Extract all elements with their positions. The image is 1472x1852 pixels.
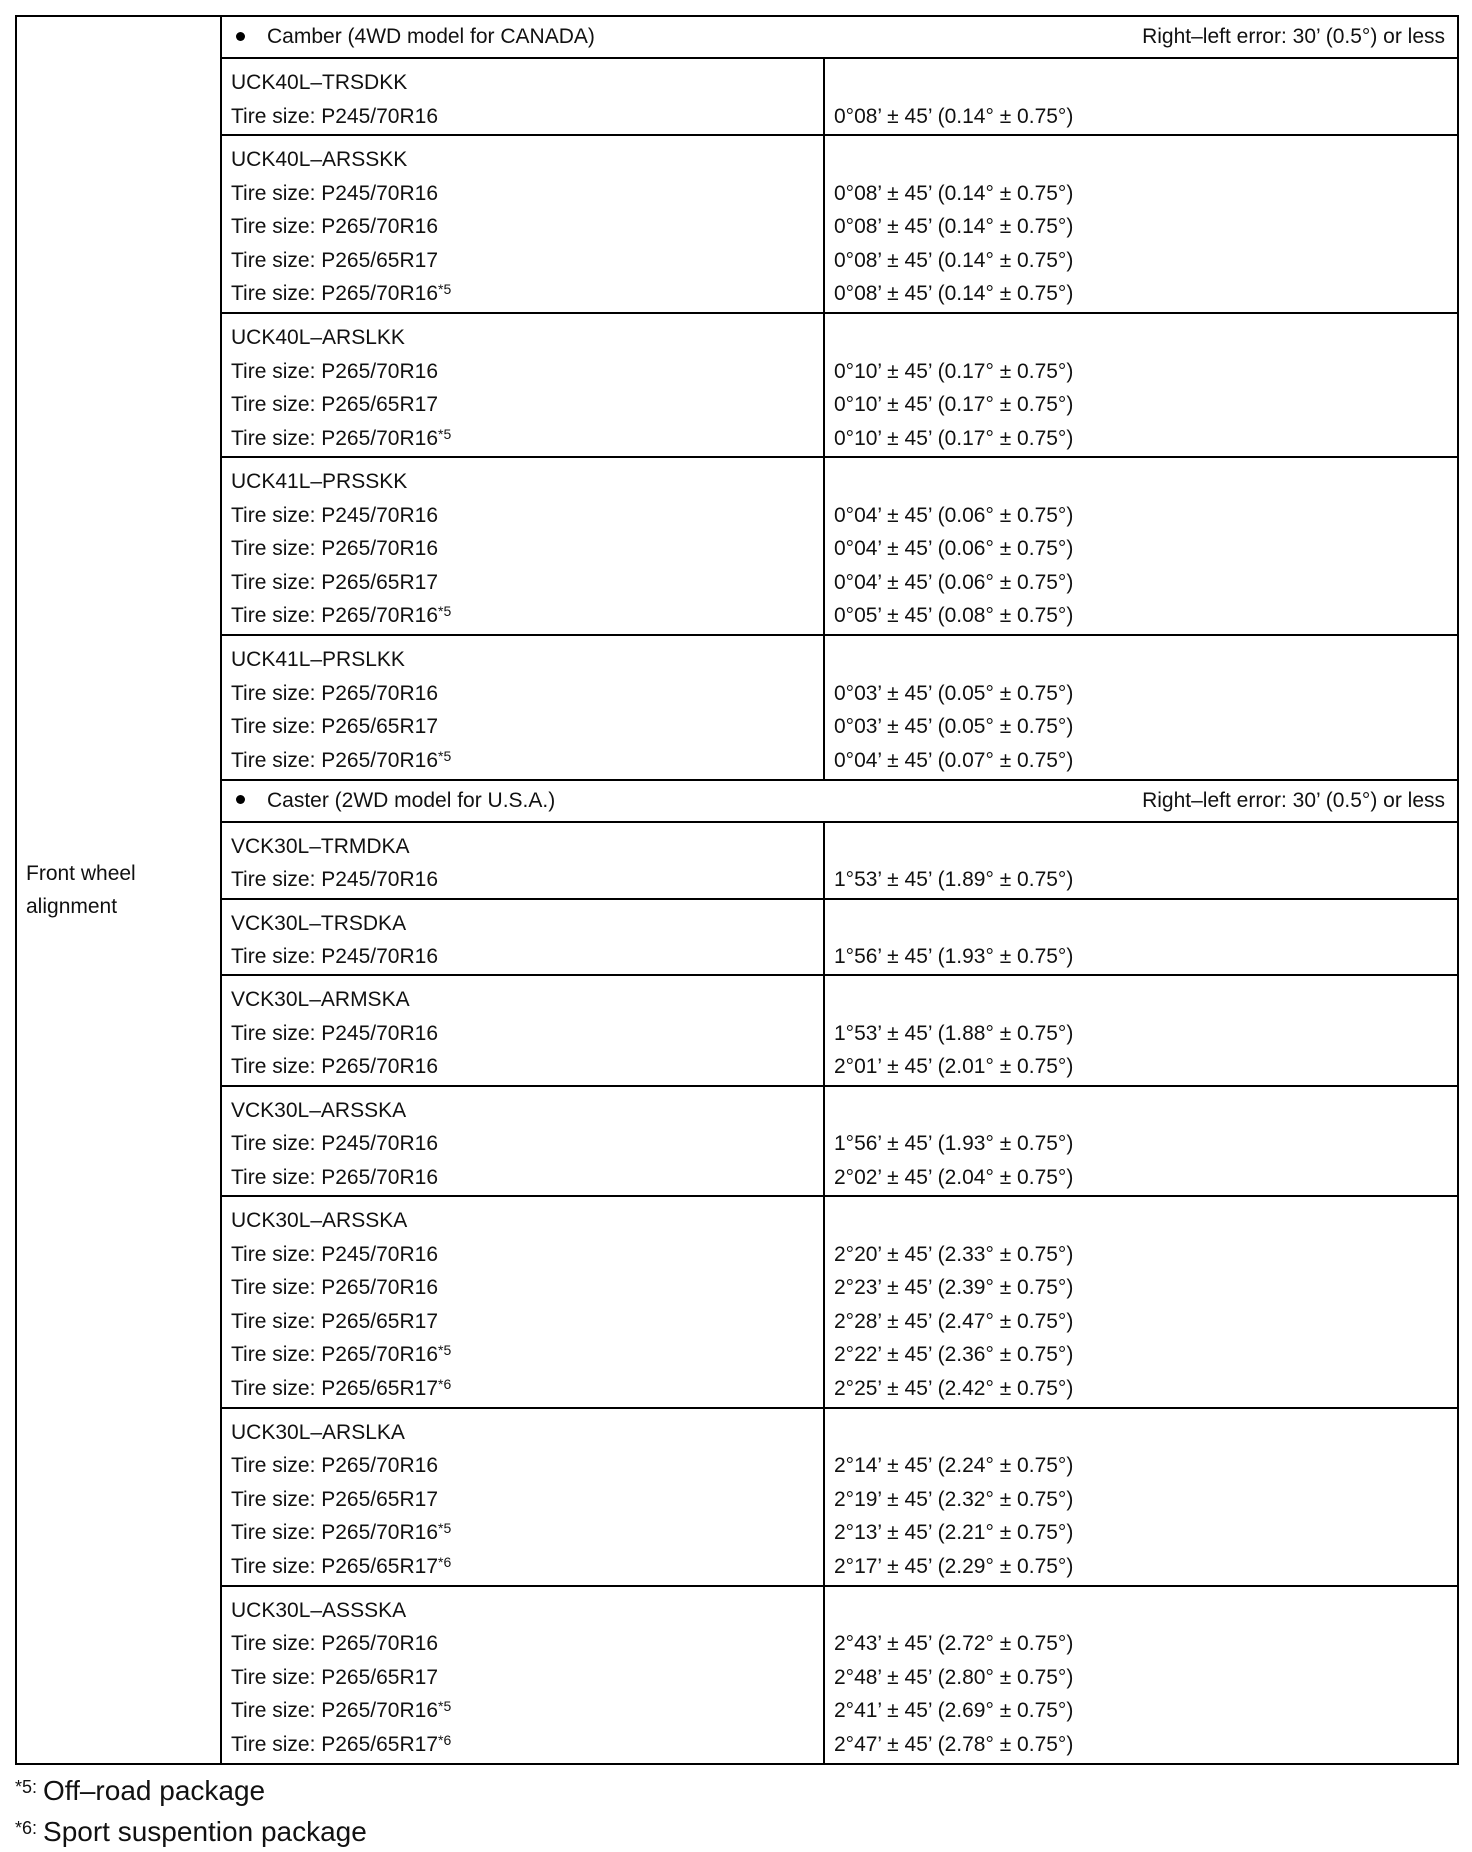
- tire-size-line: [231, 1627, 823, 1661]
- tire-size-line: [231, 1483, 823, 1517]
- tire-size: Tire size: P265/65R17: [231, 570, 438, 594]
- alignment-value: 2°41’ ± 45’ (2.69° ± 0.75°): [834, 1699, 1074, 1723]
- row-label-cell: [16, 16, 221, 1764]
- tire-size: Tire size: P265/65R17: [231, 715, 438, 739]
- model-group-row: [16, 457, 1458, 635]
- model-group-row: [16, 899, 1458, 976]
- section-header-row: [16, 780, 1458, 822]
- value-cell: [824, 457, 1458, 635]
- tire-size: Tire size: P265/70R16: [231, 282, 438, 306]
- tire-size: Tire size: P265/70R16: [231, 604, 438, 628]
- value-cell: [824, 1586, 1458, 1764]
- tire-size: Tire size: P265/70R16: [231, 1165, 438, 1189]
- footnote-marker: *6: [438, 1731, 452, 1748]
- section-title: Camber (4WD model for CANADA): [267, 25, 595, 48]
- alignment-value: 2°14’ ± 45’ (2.24° ± 0.75°): [834, 1454, 1074, 1478]
- alignment-value: 0°10’ ± 45’ (0.17° ± 0.75°): [834, 393, 1074, 417]
- alignment-value: 0°08’ ± 45’ (0.14° ± 0.75°): [834, 215, 1074, 239]
- tire-size-line: [231, 710, 823, 744]
- alignment-value: 2°43’ ± 45’ (2.72° ± 0.75°): [834, 1632, 1074, 1656]
- tire-size-line: [231, 1050, 823, 1084]
- tire-size: Tire size: P265/70R16: [231, 1276, 438, 1300]
- row-label-text: Front wheel: [26, 861, 136, 885]
- alignment-value: 2°22’ ± 45’ (2.36° ± 0.75°): [834, 1343, 1074, 1367]
- alignment-value: 2°20’ ± 45’ (2.33° ± 0.75°): [834, 1242, 1074, 1266]
- tire-size: Tire size: P265/70R16: [231, 1343, 438, 1367]
- alignment-value: 0°08’ ± 45’ (0.14° ± 0.75°): [834, 104, 1074, 128]
- tire-size: Tire size: P245/70R16: [231, 181, 438, 205]
- model-code: UCK41L–PRSSKK: [231, 470, 408, 494]
- footnote-marker: *6: [438, 1553, 452, 1570]
- model-code: VCK30L–TRSDKA: [231, 911, 407, 935]
- section-header-row: [16, 16, 1458, 58]
- footnotes: [15, 1770, 367, 1852]
- alignment-value: 1°56’ ± 45’ (1.93° ± 0.75°): [834, 945, 1074, 969]
- tire-size-line: [231, 1305, 823, 1339]
- alignment-value: 1°53’ ± 45’ (1.89° ± 0.75°): [834, 868, 1074, 892]
- model-group-row: [16, 1408, 1458, 1586]
- section-header: [221, 16, 1458, 58]
- tire-size: Tire size: P265/70R16: [231, 215, 438, 239]
- footnote-mark: *5:: [15, 1777, 38, 1797]
- alignment-value: 2°47’ ± 45’ (2.78° ± 0.75°): [834, 1732, 1074, 1756]
- tire-size: Tire size: P265/65R17: [231, 1665, 438, 1689]
- tire-size-line: [231, 499, 823, 533]
- alignment-value: 0°08’ ± 45’ (0.14° ± 0.75°): [834, 282, 1074, 306]
- alignment-value: 2°01’ ± 45’ (2.01° ± 0.75°): [834, 1055, 1074, 1079]
- footnote-marker: *6: [438, 1375, 452, 1392]
- bullet-icon: [236, 32, 245, 41]
- tire-size: Tire size: P265/70R16: [231, 681, 438, 705]
- model-group-row: [16, 822, 1458, 899]
- tire-size: Tire size: P265/65R17: [231, 1554, 438, 1578]
- tire-size: Tire size: P265/65R17: [231, 1732, 438, 1756]
- tire-size-line: [231, 100, 823, 134]
- tire-size-line: [231, 1271, 823, 1305]
- model-group-row: [16, 58, 1458, 135]
- alignment-value: 2°23’ ± 45’ (2.39° ± 0.75°): [834, 1276, 1074, 1300]
- value-cell: [824, 975, 1458, 1085]
- tire-size-line: [231, 422, 823, 456]
- model-cell: [221, 1196, 824, 1408]
- alignment-value: 2°48’ ± 45’ (2.80° ± 0.75°): [834, 1665, 1074, 1689]
- tire-size: Tire size: P265/70R16: [231, 1632, 438, 1656]
- model-cell: [221, 635, 824, 779]
- footnote-marker: *5: [438, 425, 452, 442]
- row-label-text: alignment: [26, 895, 118, 918]
- tire-size-line: [231, 210, 823, 244]
- tire-size-line: [231, 355, 823, 389]
- model-group-row: [16, 635, 1458, 779]
- tire-size: Tire size: P245/70R16: [231, 503, 438, 527]
- model-group-row: [16, 1586, 1458, 1764]
- alignment-value: 0°10’ ± 45’ (0.17° ± 0.75°): [834, 426, 1074, 450]
- footnote: [15, 1811, 367, 1852]
- model-group-row: [16, 313, 1458, 457]
- model-cell: [221, 457, 824, 635]
- model-code: UCK40L–ARSSKK: [231, 148, 408, 172]
- tire-size-line: [231, 566, 823, 600]
- tire-size-line: [231, 1238, 823, 1272]
- value-cell: [824, 135, 1458, 313]
- footnote-text: Sport suspention package: [43, 1816, 367, 1847]
- model-code: VCK30L–ARSSKA: [231, 1098, 407, 1122]
- alignment-value: 0°03’ ± 45’ (0.05° ± 0.75°): [834, 681, 1074, 705]
- model-code: UCK30L–ASSSKA: [231, 1598, 407, 1622]
- tire-size: Tire size: P265/70R16: [231, 748, 438, 772]
- tire-size: Tire size: P265/70R16: [231, 537, 438, 561]
- tire-size-line: [231, 1161, 823, 1195]
- tire-size-line: [231, 940, 823, 974]
- footnote-marker: *5: [438, 603, 452, 620]
- tire-size: Tire size: P265/65R17: [231, 1309, 438, 1333]
- value-cell: [824, 822, 1458, 899]
- footnote-marker: *5: [438, 281, 452, 298]
- footnote-marker: *5: [438, 747, 452, 764]
- footnote-marker: *5: [438, 1698, 452, 1715]
- tire-size-line: [231, 532, 823, 566]
- tire-size: Tire size: P245/70R16: [231, 1242, 438, 1266]
- tire-size-line: [231, 244, 823, 278]
- alignment-value: 2°19’ ± 45’ (2.32° ± 0.75°): [834, 1487, 1074, 1511]
- tire-size-line: [231, 1017, 823, 1051]
- tire-size-line: [231, 277, 823, 311]
- footnote: [15, 1770, 367, 1811]
- alignment-value: 0°03’ ± 45’ (0.05° ± 0.75°): [834, 715, 1074, 739]
- model-group-row: [16, 1086, 1458, 1196]
- tire-size-line: [231, 388, 823, 422]
- tire-size-line: [231, 863, 823, 897]
- tire-size-line: [231, 1728, 823, 1762]
- tire-size-line: [231, 1127, 823, 1161]
- model-code: UCK40L–TRSDKK: [231, 71, 408, 95]
- model-group-row: [16, 135, 1458, 313]
- section-tolerance-note: Right–left error: 30’ (0.5°) or less: [1142, 25, 1445, 48]
- alignment-value: 0°04’ ± 45’ (0.07° ± 0.75°): [834, 748, 1074, 772]
- alignment-value: 0°10’ ± 45’ (0.17° ± 0.75°): [834, 359, 1074, 383]
- model-cell: [221, 1586, 824, 1764]
- tire-size: Tire size: P265/65R17: [231, 1376, 438, 1400]
- alignment-value: 2°02’ ± 45’ (2.04° ± 0.75°): [834, 1165, 1074, 1189]
- tire-size: Tire size: P265/70R16: [231, 1521, 438, 1545]
- tire-size: Tire size: P245/70R16: [231, 1021, 438, 1045]
- alignment-value: 0°05’ ± 45’ (0.08° ± 0.75°): [834, 604, 1074, 628]
- model-cell: [221, 58, 824, 135]
- value-cell: [824, 313, 1458, 457]
- tire-size-line: [231, 677, 823, 711]
- tire-size: Tire size: P245/70R16: [231, 868, 438, 892]
- model-cell: [221, 1086, 824, 1196]
- alignment-value: 0°08’ ± 45’ (0.14° ± 0.75°): [834, 248, 1074, 272]
- tire-size-line: [231, 1516, 823, 1550]
- alignment-value: 0°04’ ± 45’ (0.06° ± 0.75°): [834, 537, 1074, 561]
- tire-size-line: [231, 1550, 823, 1584]
- alignment-spec-table: [15, 15, 1459, 1765]
- footnote-text: Off–road package: [43, 1775, 266, 1806]
- footnote-mark: *6:: [15, 1818, 38, 1838]
- tire-size-line: [231, 1449, 823, 1483]
- model-code: UCK40L–ARSLKK: [231, 326, 405, 350]
- section-tolerance-note: Right–left error: 30’ (0.5°) or less: [1142, 788, 1445, 812]
- alignment-value: 0°04’ ± 45’ (0.06° ± 0.75°): [834, 570, 1074, 594]
- value-cell: [824, 899, 1458, 976]
- value-cell: [824, 58, 1458, 135]
- alignment-value: 2°13’ ± 45’ (2.21° ± 0.75°): [834, 1521, 1074, 1545]
- model-cell: [221, 822, 824, 899]
- footnote-marker: *5: [438, 1342, 452, 1359]
- tire-size-line: [231, 744, 823, 778]
- tire-size: Tire size: P265/70R16: [231, 1699, 438, 1723]
- section-title: Caster (2WD model for U.S.A.): [267, 788, 556, 812]
- model-cell: [221, 1408, 824, 1586]
- tire-size-line: [231, 1661, 823, 1695]
- tire-size: Tire size: P265/65R17: [231, 393, 438, 417]
- tire-size: Tire size: P245/70R16: [231, 945, 438, 969]
- model-code: UCK41L–PRSLKK: [231, 648, 405, 672]
- model-cell: [221, 899, 824, 976]
- model-cell: [221, 975, 824, 1085]
- model-group-row: [16, 1196, 1458, 1408]
- tire-size: Tire size: P265/65R17: [231, 1487, 438, 1511]
- tire-size: Tire size: P265/70R16: [231, 1055, 438, 1079]
- tire-size: Tire size: P265/70R16: [231, 426, 438, 450]
- tire-size: Tire size: P265/70R16: [231, 359, 438, 383]
- alignment-value: 1°53’ ± 45’ (1.88° ± 0.75°): [834, 1021, 1074, 1045]
- tire-size: Tire size: P265/65R17: [231, 248, 438, 272]
- model-group-row: [16, 975, 1458, 1085]
- alignment-value: 2°28’ ± 45’ (2.47° ± 0.75°): [834, 1309, 1074, 1333]
- tire-size-line: [231, 1694, 823, 1728]
- value-cell: [824, 1086, 1458, 1196]
- tire-size: Tire size: P245/70R16: [231, 104, 438, 128]
- bullet-icon: [236, 795, 245, 804]
- model-cell: [221, 313, 824, 457]
- value-cell: [824, 635, 1458, 779]
- tire-size-line: [231, 599, 823, 633]
- tire-size-line: [231, 1372, 823, 1406]
- section-header: [221, 780, 1458, 822]
- alignment-value: 1°56’ ± 45’ (1.93° ± 0.75°): [834, 1132, 1074, 1156]
- alignment-value: 0°04’ ± 45’ (0.06° ± 0.75°): [834, 503, 1074, 527]
- model-code: UCK30L–ARSLKA: [231, 1420, 405, 1444]
- footnote-marker: *5: [438, 1520, 452, 1537]
- tire-size: Tire size: P245/70R16: [231, 1132, 438, 1156]
- tire-size: Tire size: P265/70R16: [231, 1454, 438, 1478]
- tire-size-line: [231, 177, 823, 211]
- model-code: VCK30L–TRMDKA: [231, 834, 410, 858]
- model-cell: [221, 135, 824, 313]
- alignment-value: 2°17’ ± 45’ (2.29° ± 0.75°): [834, 1554, 1074, 1578]
- model-code: VCK30L–ARMSKA: [231, 988, 410, 1012]
- alignment-value: 0°08’ ± 45’ (0.14° ± 0.75°): [834, 181, 1074, 205]
- value-cell: [824, 1196, 1458, 1408]
- tire-size-line: [231, 1338, 823, 1372]
- model-code: UCK30L–ARSSKA: [231, 1209, 408, 1233]
- alignment-value: 2°25’ ± 45’ (2.42° ± 0.75°): [834, 1376, 1074, 1400]
- value-cell: [824, 1408, 1458, 1586]
